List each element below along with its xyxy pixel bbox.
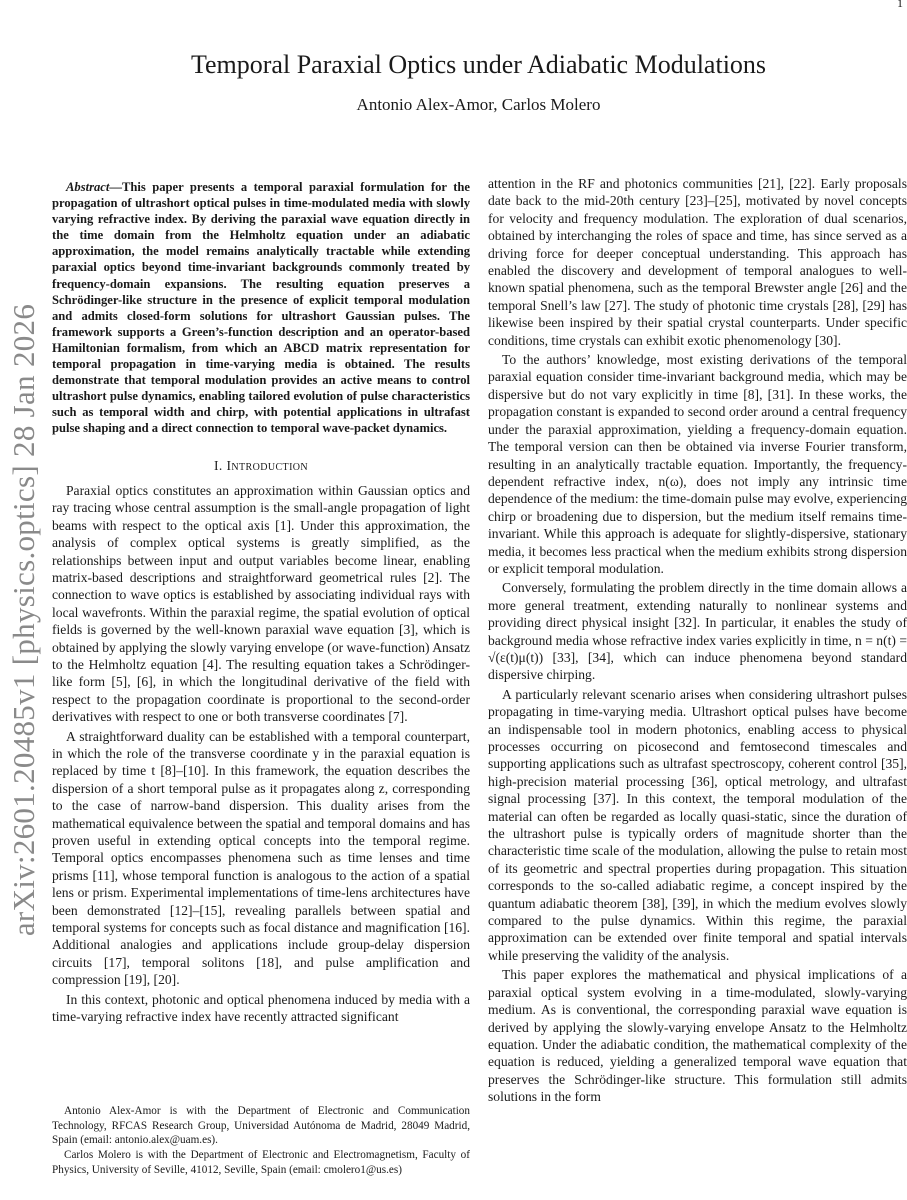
paragraph: Conversely, formulating the problem directly in the time domain allows a more general treatment, extending naturally to nonlinear systems and providing direct physical insight [32]. In particular, it enables the study of background media whose refractive index varies explicitly in time, n = n(t) = √(ε(t)μ(t)) [33], [34], which can induce phenomena beyond standard dispersive chirping. <box>488 580 907 683</box>
footnote: Carlos Molero is with the Department of Electronic and Electromagnetism, Faculty of Physics, University of Seville, 41012, Seville, Spain (email: cmolero1@us.es) <box>52 1149 470 1176</box>
paper-title: Temporal Paraxial Optics under Adiabatic Modulations <box>190 50 767 79</box>
author-list: Antonio Alex-Amor, Carlos Molero <box>356 95 601 114</box>
section-number: I. <box>213 457 223 473</box>
arxiv-identifier <box>2 278 46 962</box>
paragraph: A straightforward duality can be established with a temporal counterpart, in which the role of the transverse coordinate y in the paraxial equation is replaced by time t [8]–[10]. In this framework, the equation describes the dispersion of a short temporal pulse as it propagates along z, corresponding to the case of narrow-band dispersion. This duality arises from the mathematical equivalence between the spatial and temporal domains and has proven useful in extending optical concepts into the temporal regime. Temporal optics encompasses phenomena such as time lenses and time prisms [11], whose temporal function is analogous to the action of a spatial lens or prism. Experimental implementations of time-lens architectures have been demonstrated [12]–[15], revealing parallels between spatial and temporal systems for concepts such as focal distance and magnification [16]. Additional analogies and applications include group-delay dispersion circuits [17], temporal solitons [18], and pulse amplification and compression [19], [20]. <box>52 728 470 988</box>
abstract-label: Abstract <box>66 180 110 194</box>
abstract-text: This paper presents a temporal paraxial formulation for the propagation of ultrashort optical pulses in time-modulated media with slowly varying refractive index. By deriving the paraxial wave equation directly in the time domain from the Helmholtz equation under an adiabatic approximation, the model remains analytically tractable while extending paraxial optics beyond time-invariant backgrounds commonly treated by frequency-domain expansions. The resulting equation preserves a Schrödinger-like structure in the presence of explicit temporal modulation and admits closed-form solutions for ultrashort Gaussian pulses. The framework supports a Green’s-function description and an operator-based Hamiltonian formalism, from which an ABCD matrix representation for temporal propagation in time-varying media is obtained. The results demonstrate that temporal modulation provides an active means to control ultrashort pulse dynamics, enabling tailored evolution of pulse characteristics such as temporal width and chirp, with potential applications in ultrafast pulse shaping and a direct connection to temporal wave-packet dynamics. <box>52 180 470 436</box>
paragraph: Paraxial optics constitutes an approximation within Gaussian optics and ray tracing whose central assumption is the small-angle propagation of light beams with respect to the optical axis [1]. Under this approximation, the analysis of complex optical systems is greatly simplified, as the relationships between input and output variables become linear, enabling matrix-based descriptions and straightforward geometrical rules [2]. The connection to wave optics is established by associating individual rays with local wavefronts. Within the paraxial regime, the spatial evolution of optical fields is governed by the well-known paraxial wave equation [3], which is obtained by applying the slowly varying envelope (or wave-function) Ansatz to the Helmholtz equation [4]. The resulting equation takes a Schrödinger-like form [5], [6], in which the longitudinal derivative of the field with respect to the propagation coordinate is proportional to the second-order derivatives with respect to one or both transverse coordinates [7]. <box>52 482 470 725</box>
page-number: 1 <box>897 0 903 10</box>
paragraph: In this context, photonic and optical phenomena induced by media with a time-varying refractive index have recently attracted significant <box>52 991 470 1025</box>
paragraph: To the authors’ knowledge, most existing derivations of the temporal paraxial equation consider time-invariant background media, which may be dispersive but do not vary explicitly in time [8], [31]. In these works, the propagation constant is expanded to second order around a central frequency under the paraxial approximation, yielding a frequency-domain equation. The temporal version can then be obtained via inverse Fourier transform, resulting in an analytically tractable equation. Importantly, the frequency-dependent refractive index, n(ω), does not imply any intrinsic time dependence of the medium: the time-domain pulse may evolve, experiencing chirp or broadening due to dispersion, but the medium itself remains time-invariant. While this approach is adequate for slightly-dispersive, stationary media, it becomes less practical when the medium exhibits strong dispersion or explicit temporal modulation. <box>488 352 907 576</box>
right-column <box>488 175 907 1106</box>
section-title: Introduction <box>226 457 309 473</box>
abstract <box>52 179 470 437</box>
paragraph: attention in the RF and photonics communities [21], [22]. Early proposals date back to the mid-20th century [23]–[25], motivated by novel concepts for velocity and frequency modulation. The exploration of dual scenarios, obtained by interchanging the roles of space and time, has since served as a driving force for deeper conceptual understanding. This approach has enabled the discovery and development of temporal analogues to well-known spatial phenomena, such as the temporal Brewster angle [26] and the temporal Snell’s law [27]. The study of photonic time crystals [28], [29] has likewise been inspired by their spatial crystal counterparts. Under specific conditions, time crystals can exhibit exotic phenomenology [30]. <box>488 176 907 348</box>
paragraph: A particularly relevant scenario arises when considering ultrashort pulses propagating in time-varying media. Ultrashort optical pulses have become an indispensable tool in modern photonics, enabling access to physical processes occurring on picosecond and femtosecond timescales and supporting applications such as ultrafast spectroscopy, coherent control [35], high-precision material processing [36], optical metrology, and ultrafast signal processing [37]. In this context, the temporal modulation of the material can often be regarded as locally quasi-static, since the duration of the ultrashort pulse is typically orders of magnitude shorter than the characteristic time scale of the modulation, allowing the pulse to retain most of its geometric and spectral properties during propagation. This situation corresponds to the so-called adiabatic regime, a concept inspired by the quantum adiabatic theorem [38], [39], in which the medium evolves slowly compared to the pulse dynamics. Within this regime, the paraxial approximation can be extended over finite temporal and spatial intervals while preserving the validity of the analysis. <box>488 686 907 963</box>
left-column <box>52 179 470 1026</box>
section-heading <box>52 457 470 474</box>
author-footnotes <box>52 1104 470 1178</box>
paragraph: This paper explores the mathematical and physical implications of a paraxial optical system evolving in a time-modulated, slowly-varying medium. As is conventional, the corresponding paraxial wave equation is derived by applying the slowly-varying envelope Ansatz to the Helmholtz equation. Under the adiabatic condition, the mathematical complexity of the equation is reduced, yielding a generalized temporal wave equation that preserves the Schrödinger-like structure. This formulation still admits solutions in the form <box>488 967 907 1105</box>
abstract-dash: — <box>109 180 122 194</box>
arxiv-identifier-text: arXiv:2601.20485v1 [physics.optics] 28 Jan 2026 <box>6 303 42 937</box>
footnote: Antonio Alex-Amor is with the Department of Electronic and Communication Technology, RFCAS Research Group, Universidad Autónoma de Madrid, 28049 Madrid, Spain (email: antonio.alex@uam.es). <box>52 1105 470 1147</box>
